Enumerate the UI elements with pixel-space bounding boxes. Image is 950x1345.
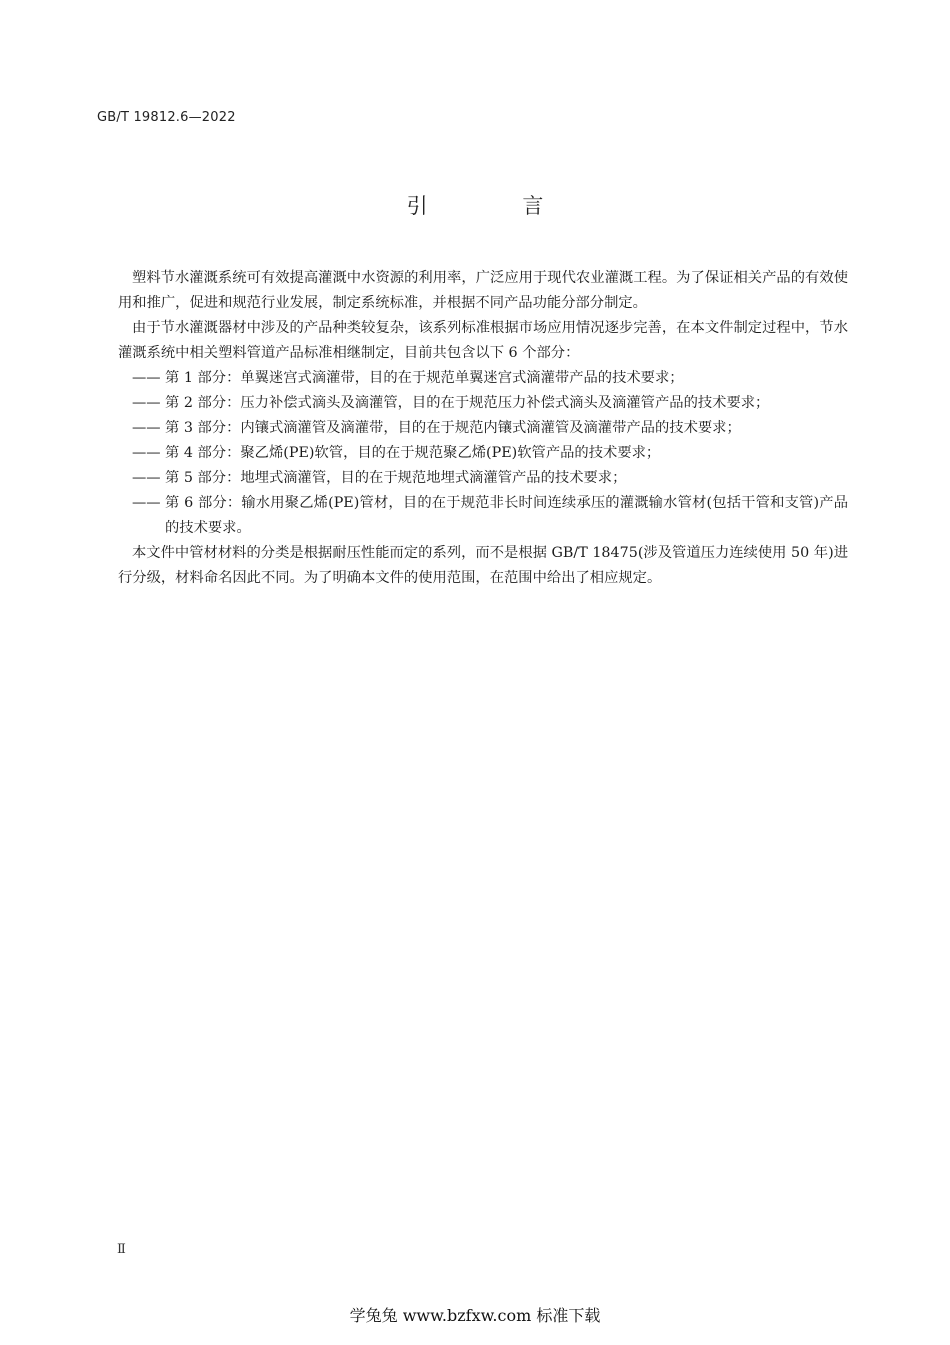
list-dash: —— [132, 495, 161, 511]
page-number: Ⅱ [117, 1242, 126, 1257]
list-dash: —— [132, 395, 161, 411]
closing-paragraph: 本文件中管材材料的分类是根据耐压性能而定的系列，而不是根据 GB/T 18475(涉及管道压力连续使用 50 年)进行分级，材料命名因此不同。为了明确本文件的使用范围，在范围中给出了相应规定。 [118, 545, 848, 586]
list-item [118, 416, 848, 441]
list-item [118, 491, 848, 541]
list-item-text: 第 5 部分：地埋式滴灌管，目的在于规范地埋式滴灌管产品的技术要求； [165, 470, 627, 486]
intro-paragraph: 由于节水灌溉器材中涉及的产品种类较复杂，该系列标准根据市场应用情况逐步完善，在本文件制定过程中，节水灌溉系统中相关塑料管道产品标准相继制定，目前共包含以下 6 个部分： [118, 320, 848, 361]
list-item [118, 441, 848, 466]
list-item [118, 466, 848, 491]
section-title: 引 言 [406, 194, 588, 218]
list-item-text: 第 3 部分：内镶式滴灌管及滴灌带，目的在于规范内镶式滴灌管及滴灌带产品的技术要求； [165, 420, 741, 436]
footer-watermark: 学兔兔 www.bzfxw.com 标准下载 [349, 1306, 601, 1325]
list-item-text: 第 6 部分：输水用聚乙烯(PE)管材，目的在于规范非长时间连续承压的灌溉输水管材(包括干管和支管)产品的技术要求。 [165, 495, 848, 536]
list-dash: —— [132, 445, 161, 461]
list-dash: —— [132, 470, 161, 486]
intro-paragraph: 塑料节水灌溉系统可有效提高灌溉中水资源的利用率，广泛应用于现代农业灌溉工程。为了保证相关产品的有效使用和推广，促进和规范行业发展，制定系统标准，并根据不同产品功能分部分制定。 [118, 270, 848, 311]
list-item [118, 366, 848, 391]
list-item-text: 第 1 部分：单翼迷宫式滴灌带，目的在于规范单翼迷宫式滴灌带产品的技术要求； [165, 370, 684, 386]
list-item-text: 第 4 部分：聚乙烯(PE)软管，目的在于规范聚乙烯(PE)软管产品的技术要求； [165, 445, 661, 461]
list-item-text: 第 2 部分：压力补偿式滴头及滴灌管，目的在于规范压力补偿式滴头及滴灌管产品的技术要求； [165, 395, 770, 411]
list-dash: —— [132, 370, 161, 386]
standard-code: GB/T 19812.6—2022 [97, 110, 236, 125]
introduction-body [118, 266, 848, 591]
list-dash: —— [132, 420, 161, 436]
list-item [118, 391, 848, 416]
